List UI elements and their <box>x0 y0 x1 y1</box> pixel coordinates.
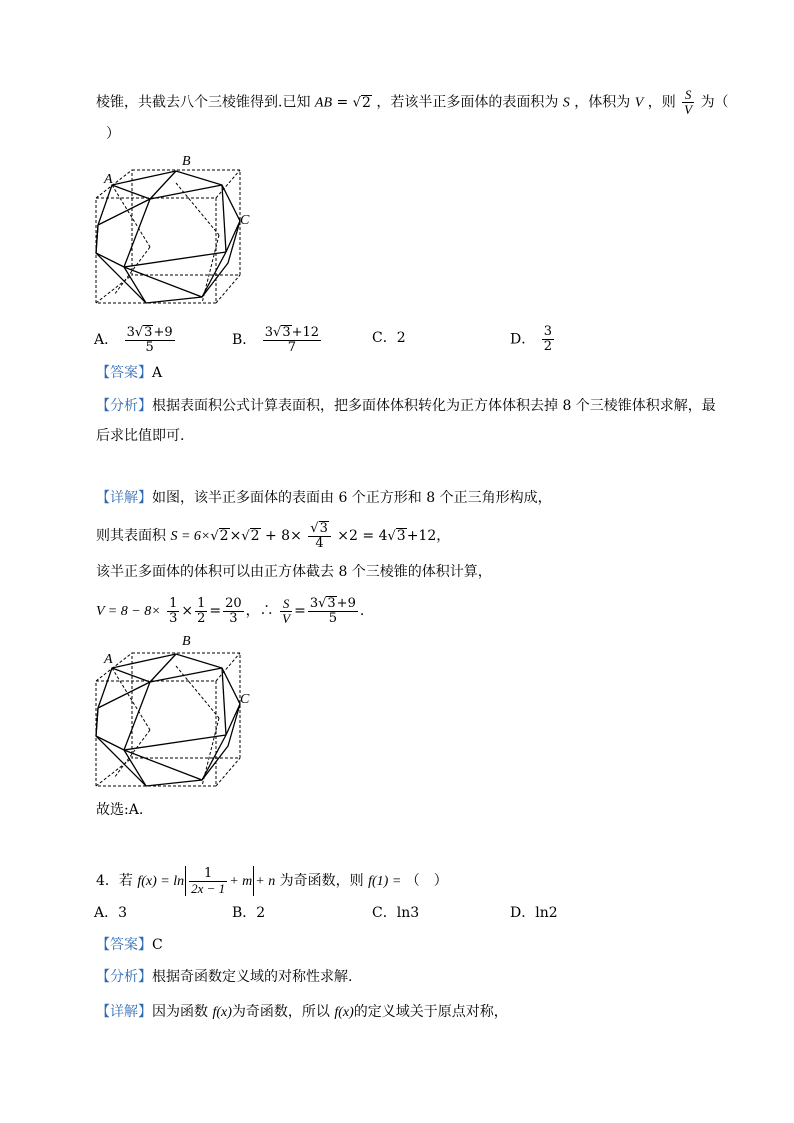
analysis-text: 根据表面积公式计算表面积，把多面体体积转化为正方体体积去掉 8 个三棱锥体积求解，最 <box>152 398 716 414</box>
question-4 <box>96 866 448 896</box>
frac-num: S <box>682 88 694 103</box>
sqrt-value: 2 <box>361 94 371 111</box>
den: 2 <box>197 610 206 626</box>
den: 2x − 1 <box>191 880 226 896</box>
rest: +12 <box>291 325 320 340</box>
text: 则其表面积 <box>96 528 166 544</box>
intro-text-5: 为（ <box>700 94 729 111</box>
option-q3-a <box>94 325 177 355</box>
option-q4-b <box>232 903 265 923</box>
therefore: ，∴ <box>245 603 274 619</box>
period: . <box>359 603 365 619</box>
option-label: B． <box>232 332 257 348</box>
num: 1 <box>169 595 178 611</box>
intro-text-2: ，若该半正多面体的表面积为 <box>376 94 559 111</box>
coef: 3 <box>309 596 319 611</box>
detail-text: 为奇函数，所以 <box>231 1004 330 1020</box>
option-label: C． <box>372 905 397 921</box>
num: 20 <box>225 595 242 611</box>
plus-n: + n <box>255 874 276 889</box>
option-a-fraction <box>125 325 175 355</box>
function-fx: f(x) <box>334 1005 354 1020</box>
den: V <box>282 610 291 626</box>
sqrt-symbol: √ <box>352 95 361 111</box>
option-q3-d <box>510 325 556 354</box>
fraction-s-v <box>280 597 292 626</box>
answer-tag: 【答案】 <box>96 365 152 381</box>
label-b-fig1: B <box>182 154 191 169</box>
function-fx: f(x) <box>212 1005 232 1020</box>
option-value: ln3 <box>396 905 420 921</box>
formula-part: +12， <box>406 528 451 544</box>
rest: +9 <box>336 596 356 611</box>
option-label: A． <box>94 332 119 348</box>
num: 3 <box>543 324 552 339</box>
detail-text: 如图，该半正多面体的表面由 6 个正方形和 8 个正三角形构成， <box>152 490 552 506</box>
option-value: ln2 <box>535 905 558 921</box>
sqrt-symbol: √ <box>210 529 219 544</box>
den: 5 <box>328 611 337 626</box>
f-of-1: f(1) = <box>368 874 402 889</box>
formula-part: V = 8 − 8× <box>96 604 161 619</box>
option-b-fraction <box>263 325 321 355</box>
question-intro-line <box>96 88 729 117</box>
fraction-result <box>308 596 358 626</box>
sqrt-symbol: √ <box>310 521 319 536</box>
analysis-q3-line1 <box>96 396 716 416</box>
detail-q3-line4: V = 8 − 8× $\frac{1}{3}$ × $\frac{1}{2}$ = $\frac{20}{3}$ ，∴ $\frac{S}{V}$ = $\frac{3√3+9}{5}$ . <box>96 595 365 626</box>
sqrt-symbol: √ <box>273 325 282 340</box>
option-label: A． <box>94 905 119 921</box>
option-q4-a <box>94 903 127 923</box>
answer-tag: 【答案】 <box>96 937 152 953</box>
detail-q4 <box>96 1002 508 1023</box>
intro-text: 棱锥，共截去八个三棱锥得到.已知 <box>96 94 311 111</box>
frac-den: V <box>684 102 693 117</box>
sqrt-value: 3 <box>319 521 328 536</box>
detail-text: 因为函数 <box>152 1004 208 1020</box>
option-q3-b <box>232 325 323 355</box>
question-number: 4．若 <box>96 873 133 889</box>
detail-q3-line2 <box>96 521 450 551</box>
option-q4-d <box>510 903 558 923</box>
intro-text-3: ，体积为 <box>574 94 631 111</box>
formula-part: S = 6× <box>170 529 211 544</box>
analysis-tag: 【分析】 <box>96 398 152 414</box>
detail-tag: 【详解】 <box>96 1004 152 1020</box>
times: × <box>229 528 242 544</box>
paren: （ ） <box>405 873 448 889</box>
formula-part: + 8× <box>264 528 302 544</box>
option-value: 3 <box>118 905 128 921</box>
option-q4-c <box>372 903 419 923</box>
den: 7 <box>287 340 297 355</box>
label-c-fig1: C <box>240 213 250 228</box>
option-q3-c <box>372 328 406 348</box>
intro-text-4: ，则 <box>647 94 676 111</box>
option-label: B． <box>232 905 257 921</box>
label-b-fig2: B <box>182 634 191 649</box>
variable-v: V <box>634 95 644 111</box>
label-a-fig1: A <box>104 172 113 187</box>
answer-q4 <box>96 935 163 955</box>
answer-q3 <box>96 363 162 383</box>
coef: 3 <box>126 325 135 340</box>
function-def: f(x) = ln <box>137 874 185 889</box>
sqrt-value: 3 <box>327 596 336 611</box>
sqrt-symbol: √ <box>134 325 144 340</box>
answer-value: C <box>152 937 163 953</box>
detail-text: 的定义域关于原点对称， <box>353 1004 508 1020</box>
option-label: C． <box>372 330 397 346</box>
sqrt-symbol: √ <box>387 529 396 544</box>
answer-value: A <box>152 365 163 381</box>
option-value: 2 <box>256 905 266 921</box>
num: 1 <box>189 867 227 882</box>
conclusion-q3: 故选:A. <box>96 802 144 818</box>
detail-tag: 【详解】 <box>96 490 152 506</box>
analysis-tag: 【分析】 <box>96 969 152 985</box>
detail-q3-line1 <box>96 488 552 508</box>
segment-ab: AB <box>314 95 333 111</box>
option-value: 2 <box>396 330 406 346</box>
label-a-fig2: A <box>104 652 113 667</box>
analysis-q3-line2: 后求比值即可. <box>96 428 185 444</box>
den: 2 <box>543 339 552 354</box>
den: 3 <box>169 610 178 626</box>
option-d-fraction <box>542 325 554 354</box>
question-text: 为奇函数，则 <box>279 873 364 889</box>
fraction-1-3 <box>167 597 179 626</box>
abs-bar-left <box>185 866 186 896</box>
fraction-1-over-2x-1 <box>189 867 227 896</box>
equals-sign: = <box>336 94 349 111</box>
polyhedron-figure-2 <box>94 638 254 793</box>
polyhedron-figure-1 <box>94 155 254 310</box>
sqrt-value: 3 <box>144 325 153 340</box>
option-label: D． <box>510 331 536 348</box>
sqrt-symbol: √ <box>318 596 327 611</box>
fraction-20-3 <box>223 597 244 626</box>
fraction-1-2 <box>195 597 207 626</box>
question-paren: ） <box>106 126 120 142</box>
num: S <box>280 597 292 612</box>
detail-q3-line3: 该半正多面体的体积可以由正方体截去 8 个三棱锥的体积计算， <box>96 564 492 580</box>
sqrt-symbol: √ <box>241 529 250 544</box>
sqrt-value: 3 <box>396 528 406 544</box>
den: 3 <box>229 610 238 626</box>
den: 5 <box>145 340 154 355</box>
variable-s: S <box>562 95 570 111</box>
plus-m: + m <box>229 874 253 889</box>
sqrt-value: 3 <box>282 325 291 340</box>
analysis-text: 根据奇函数定义域的对称性求解. <box>152 969 353 985</box>
rest: +9 <box>153 325 173 340</box>
num: 1 <box>197 595 206 611</box>
sqrt-value: 2 <box>219 528 229 544</box>
sqrt-value: 2 <box>250 528 260 544</box>
label-c-fig2: C <box>240 692 250 707</box>
analysis-q4 <box>96 967 352 987</box>
coef: 3 <box>264 325 274 340</box>
formula-part: ×2 = 4 <box>337 528 388 544</box>
den: 4 <box>315 536 324 551</box>
option-label: D． <box>510 905 536 921</box>
fraction-sqrt3-over-4 <box>308 521 331 551</box>
fraction-s-over-v <box>682 88 694 117</box>
